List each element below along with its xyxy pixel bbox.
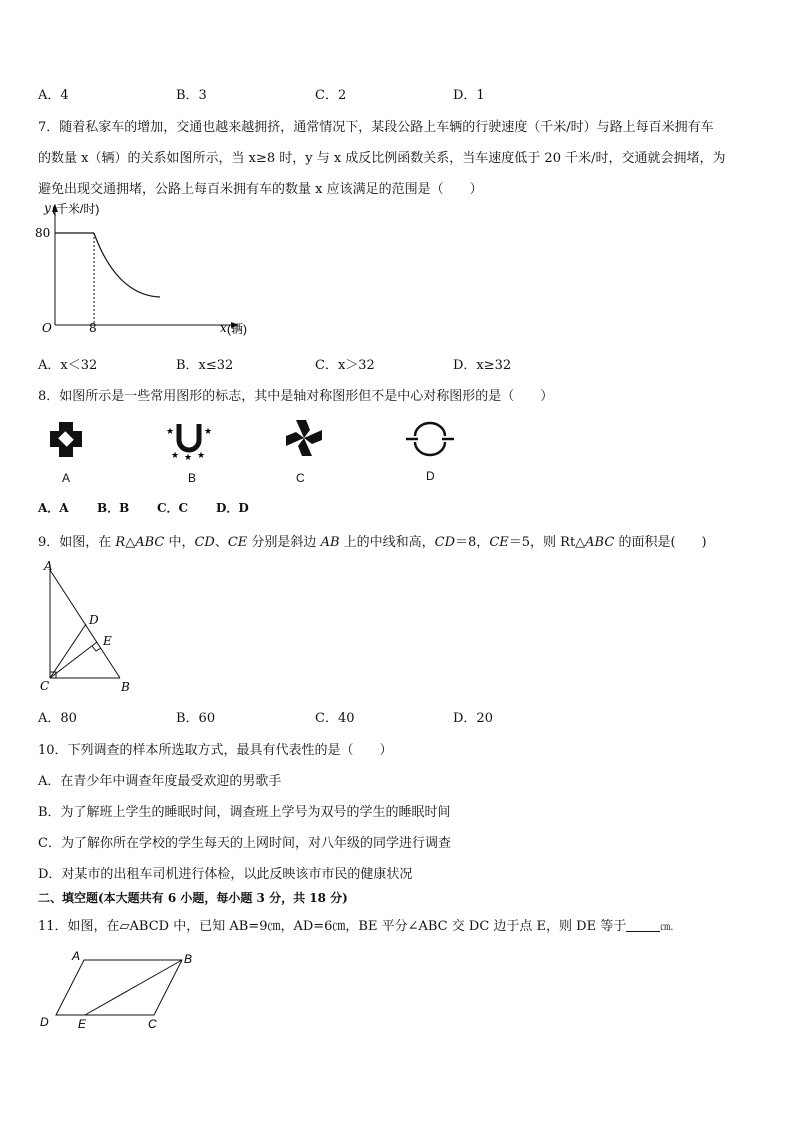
q7-line-3: 避免出现交通拥堵，公路上每百米拥有车的数量 x 应该满足的范围是（ ） <box>38 182 483 197</box>
q9-option-d: D．20 <box>453 711 493 726</box>
svg-text:E: E <box>103 634 112 648</box>
q7-option-a: A．x＜32 <box>38 358 98 373</box>
svg-text:★: ★ <box>204 427 213 437</box>
q8-figure-label-d: D <box>426 469 435 483</box>
q8-option-d: D．D <box>216 501 249 515</box>
q7-line-2: 的数量 x（辆）的关系如图所示，当 x≥8 时，y 与 x 成反比例函数关系，当车速度低于 20 千米/时，交通就会拥堵，为 <box>38 151 726 166</box>
q8-text: 8．如图所示是一些常用图形的标志，其中是轴对称图形但不是中心对称图形的是（ ） <box>38 389 554 404</box>
svg-text:★: ★ <box>171 451 180 461</box>
q8-figure-b-icon <box>162 418 216 462</box>
q8-figure-label-c: C <box>296 471 305 485</box>
q9-text: 9．如图，在 R△ABC 中，CD、CE 分别是斜边 AB 上的中线和高，CD＝8，CE＝5，则 Rt△ABC 的面积是( ) <box>38 535 707 550</box>
q9-triangle-figure <box>36 558 146 698</box>
q10-option-a: A．在青少年中调查年度最受欢迎的男歌手 <box>38 774 282 789</box>
graph-y-unit: (千米/时) <box>52 202 100 216</box>
q11-text: 11．如图，在▱ABCD 中，已知 AB=9㎝，AD=6㎝，BE 平分∠ABC 交 DC 边于点 E，则 DE 等于 ㎝. <box>38 919 674 934</box>
q11-answer-blank[interactable] <box>626 919 660 932</box>
graph-x-tick: 8 <box>89 321 97 335</box>
svg-text:★: ★ <box>166 427 175 437</box>
section-2-heading: 二、填空题(本大题共有 6 小题，每小题 3 分，共 18 分) <box>38 891 348 905</box>
q7-graph <box>30 200 270 340</box>
svg-text:E: E <box>78 1017 87 1031</box>
q7-option-b: B．x≤32 <box>176 358 234 373</box>
svg-text:A: A <box>44 559 53 573</box>
svg-text:A: A <box>72 949 81 963</box>
svg-text:B: B <box>121 680 130 694</box>
graph-x-unit: (辆) <box>227 322 247 336</box>
q10-text: 10．下列调查的样本所选取方式，最具有代表性的是（ ） <box>38 743 393 758</box>
q8-option-c: C．C <box>157 501 189 515</box>
q6-option-a: A．4 <box>38 88 69 103</box>
q10-option-b: B．为了解班上学生的睡眠时间，调查班上学号为双号的学生的睡眠时间 <box>38 805 451 820</box>
svg-text:D: D <box>89 613 99 627</box>
q8-option-b: B．B <box>97 501 130 515</box>
q7-option-c: C．x＞32 <box>315 358 375 373</box>
svg-text:★: ★ <box>184 453 193 463</box>
graph-x-var: x <box>220 321 227 335</box>
q11-parallelogram-figure <box>36 946 206 1036</box>
q10-option-d: D．对某市的出租车司机进行体检，以此反映该市市民的健康状况 <box>38 867 413 882</box>
q6-option-c: C．2 <box>315 88 347 103</box>
q8-option-a: A．A <box>38 501 69 515</box>
graph-origin: O <box>42 321 52 335</box>
q9-option-c: C．40 <box>315 711 355 726</box>
svg-text:B: B <box>184 952 193 966</box>
graph-y-var: y <box>44 201 51 215</box>
q10-option-c: C．为了解你所在学校的学生每天的上网时间，对八年级的同学进行调查 <box>38 836 451 851</box>
q8-figure-label-a: A <box>62 471 71 485</box>
svg-text:C: C <box>148 1017 157 1031</box>
q8-figure-a-icon <box>44 420 88 460</box>
q8-figure-label-b: B <box>188 471 197 485</box>
svg-text:D: D <box>40 1015 49 1029</box>
q9-option-b: B．60 <box>176 711 216 726</box>
svg-text:★: ★ <box>197 451 206 461</box>
inverse-curve <box>94 233 160 297</box>
q8-figure-d-icon <box>404 420 456 460</box>
svg-text:C: C <box>40 679 50 693</box>
q8-figure-c-icon <box>282 416 326 460</box>
q6-option-b: B．3 <box>176 88 207 103</box>
q9-option-a: A．80 <box>38 711 77 726</box>
q6-option-d: D．1 <box>453 88 485 103</box>
q7-option-d: D．x≥32 <box>453 358 512 373</box>
q7-line-1: 7．随着私家车的增加，交通也越来越拥挤，通常情况下，某段公路上车辆的行驶速度（千米/时）与路上每百米拥有车 <box>38 120 714 135</box>
graph-y-tick: 80 <box>35 226 51 240</box>
